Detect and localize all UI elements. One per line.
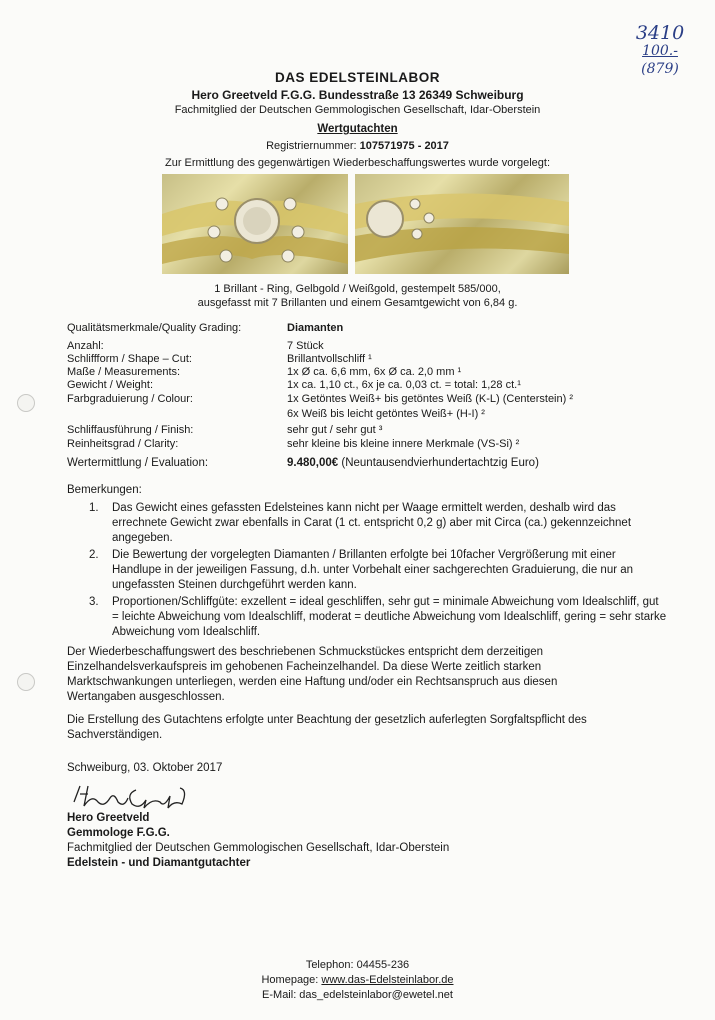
place-date: Schweiburg, 03. Oktober 2017 (67, 762, 223, 774)
registration-line (0, 140, 715, 152)
ring-front-illustration (162, 174, 348, 274)
ring-front-photo (162, 174, 348, 274)
registration-label: Registriernummer: (266, 140, 357, 152)
diligence-statement: Die Erstellung des Gutachtens erfolgte unter Beachtung der gesetzlich auferlegten Sorgfaltspflicht des Sachverständigen. (67, 714, 587, 741)
grading-label: Schliffausführung / Finish: (67, 424, 194, 436)
membership-line: Fachmitglied der Deutschen Gemmologischen Gesellschaft, Idar-Oberstein (174, 104, 541, 116)
grading-label: Farbgraduierung / Colour: (67, 393, 193, 405)
footer-homepage (0, 973, 715, 988)
signer-role: Edelstein - und Diamantgutachter (67, 857, 251, 869)
signature-drawing (70, 780, 210, 814)
valuation-disclaimer: Der Wiederbeschaffungswert des beschriebenen Schmuckstückes entspricht dem derzeitigen Einzelhandelsverkaufspreis im gehobenen Facheinzelhandel. Da diese Werte zeitlich starken Marktschwankungen unterliegen, werden eine Haftung und/oder ein Rechtsanspruch aus diesen Wertangaben ausgeschlossen. (67, 646, 558, 703)
grading-label: Schliffform / Shape – Cut: (67, 353, 192, 365)
grading-value: 1x Ø ca. 6,6 mm, 6x Ø ca. 2,0 mm ¹ (287, 366, 462, 378)
signer-name: Hero Greetveld (67, 812, 150, 824)
signer-membership: Fachmitglied der Deutschen Gemmologischen Gesellschaft, Idar-Oberstein (67, 842, 450, 854)
grading-row (67, 379, 667, 393)
grading-heading-value: Diamanten (287, 322, 344, 334)
evaluation-value-wrap (287, 457, 539, 469)
signer-title: Gemmologe F.G.G. (67, 827, 170, 839)
grading-value: sehr gut / sehr gut ³ (287, 424, 383, 436)
footer-email: E-Mail: das_edelsteinlabor@ewetel.net (262, 989, 453, 1001)
grading-row (67, 424, 667, 438)
punch-hole-bottom (17, 673, 35, 691)
evaluation-amount-words: (Neuntausendvierhundertachtzig Euro) (341, 457, 539, 469)
owner-address: Hero Greetveld F.G.G. Bundesstraße 13 26349 Schweiburg (191, 88, 524, 102)
document-title: Wertgutachten (317, 123, 398, 135)
grading-value: 7 Stück (287, 340, 324, 352)
evaluation-row (67, 457, 667, 471)
grading-row (67, 340, 667, 354)
grading-row (67, 353, 667, 367)
ring-side-photo (355, 174, 569, 274)
grading-value: Brillantvollschliff ¹ (287, 353, 372, 365)
grading-value: 1x Getöntes Weiß+ bis getöntes Weiß (K-L) (Centerstein) ² (287, 393, 574, 405)
remarks-title: Bemerkungen: (67, 484, 142, 496)
grading-label: Gewicht / Weight: (67, 379, 153, 391)
evaluation-label: Wertermittlung / Evaluation: (67, 457, 209, 469)
remark-text: Proportionen/Schliffgüte: exzellent = ideal geschliffen, sehr gut = minimale Abweichung vom Idealschliff, gut = leichte Abweichung vom Idealschliff, moderat = deutliche Abweichung vom Idealschliff, gering = sehr starke Abweichung vom Idealschliff. (112, 596, 667, 638)
item-description-line1: 1 Brillant - Ring, Gelbgold / Weißgold, gestempelt 585/000, (214, 283, 501, 295)
handwritten-price: 100.- (642, 43, 678, 59)
grading-label: Reinheitsgrad / Clarity: (67, 438, 179, 450)
punch-hole-top (17, 394, 35, 412)
remark-number: 1. (89, 502, 99, 514)
grading-label: Maße / Measurements: (67, 366, 181, 378)
grading-label: Anzahl: (67, 340, 104, 352)
grading-heading-label: Qualitätsmerkmale/Quality Grading: (67, 322, 242, 334)
item-description-line2: ausgefasst mit 7 Brillanten und einem Gesamtgewicht von 6,84 g. (197, 297, 518, 309)
homepage-link[interactable]: www.das-Edelsteinlabor.de (321, 974, 454, 986)
lab-name: DAS EDELSTEINLABOR (274, 70, 440, 85)
grading-value: 1x ca. 1,10 ct., 6x je ca. 0,03 ct. = total: 1,28 ct.¹ (287, 379, 521, 391)
grading-row (67, 366, 667, 380)
ring-side-illustration (355, 174, 569, 274)
footer-phone: Telephon: 04455-236 (305, 959, 410, 971)
grading-value: sehr kleine bis kleine innere Merkmale (VS-Si) ² (287, 438, 520, 450)
handwritten-number: 3410 (635, 22, 685, 44)
registration-number: 107571975 - 2017 (359, 140, 449, 152)
remark-text: Die Bewertung der vorgelegten Diamanten / Brillanten erfolgte bei 10facher Vergrößerung mit einer Handlupe in der jeweiligen Fassung, d.h. unter Vorbehalt einer sachgerechten Graduierung, die nur an ungefassten Steinen durchgeführt werden kann. (112, 549, 634, 591)
grading-row (67, 408, 667, 422)
grading-row (67, 438, 667, 452)
evaluation-amount: 9.480,00€ (287, 457, 339, 469)
remark-number: 2. (89, 549, 99, 561)
remark-text: Das Gewicht eines gefassten Edelsteines kann nicht per Waage ermittelt werden, deshalb wird das errechnete Gewicht zwar ebenfalls in Carat (1 ct. entspricht 0,2 g) aber mit Circa (ca.) gekennzeichnet angegeben. (112, 502, 632, 544)
grading-value: 6x Weiß bis leicht getöntes Weiß+ (H-I) ² (287, 408, 485, 420)
footer-homepage-label: Homepage: (261, 974, 322, 986)
handwritten-ref: (879) (641, 61, 679, 77)
remark-number: 3. (89, 596, 99, 608)
grading-heading-row (67, 322, 667, 336)
intro-line: Zur Ermittlung des gegenwärtigen Wiederbeschaffungswertes wurde vorgelegt: (165, 157, 550, 169)
grading-row (67, 393, 667, 407)
